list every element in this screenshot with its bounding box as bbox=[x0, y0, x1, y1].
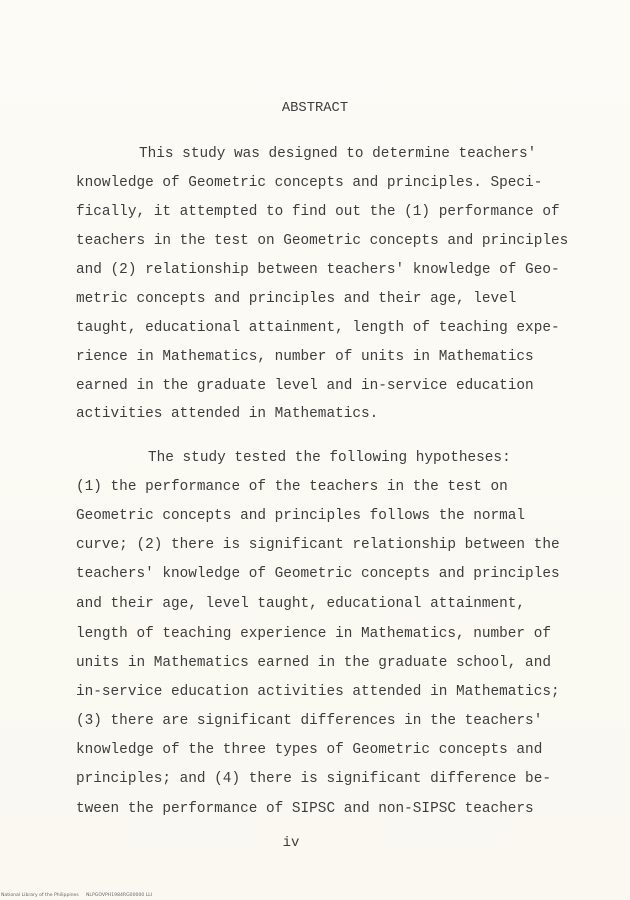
paragraph-1-line: teachers in the test on Geometric concepts and principles bbox=[76, 233, 569, 249]
footer-code: NLPGOVPH1984RG00000 LLI bbox=[86, 893, 153, 898]
paragraph-2-line: principles; and (4) there is significant difference be- bbox=[76, 771, 551, 787]
page-number: iv bbox=[282, 835, 300, 851]
paragraph-1-line: knowledge of Geometric concepts and principles. Speci- bbox=[76, 175, 543, 191]
paragraph-1-line: activities attended in Mathematics. bbox=[76, 406, 379, 422]
paragraph-2-line: The study tested the following hypotheses: bbox=[148, 450, 511, 466]
paragraph-2-line: teachers' knowledge of Geometric concepts and principles bbox=[76, 566, 560, 582]
paragraph-2-line: and their age, level taught, educational attainment, bbox=[76, 596, 526, 612]
paragraph-1-line: fically, it attempted to find out the (1) performance of bbox=[76, 204, 560, 220]
paragraph-2-line: tween the performance of SIPSC and non-SIPSC teachers bbox=[76, 801, 534, 817]
abstract-title: ABSTRACT bbox=[281, 101, 349, 116]
paragraph-1-line: metric concepts and principles and their age, level bbox=[76, 291, 517, 307]
paragraph-2-line: units in Mathematics earned in the graduate school, and bbox=[76, 655, 551, 671]
paragraph-1-line: taught, educational attainment, length of teaching expe- bbox=[76, 320, 560, 336]
paragraph-1-line: rience in Mathematics, number of units in Mathematics bbox=[76, 349, 534, 365]
paragraph-2-line: (3) there are significant differences in the teachers' bbox=[76, 713, 543, 729]
paragraph-2-line: in-service education activities attended in Mathematics; bbox=[76, 684, 560, 700]
paragraph-2-line: length of teaching experience in Mathematics, number of bbox=[76, 626, 551, 642]
paragraph-2-line: curve; (2) there is significant relationship between the bbox=[76, 537, 560, 553]
footer-institution: National Library of the Philippines bbox=[1, 893, 79, 898]
paragraph-2-line: Geometric concepts and principles follows the normal bbox=[76, 508, 526, 524]
paragraph-1-line: and (2) relationship between teachers' knowledge of Geo- bbox=[76, 262, 560, 278]
paragraph-2-line: knowledge of the three types of Geometric concepts and bbox=[76, 742, 543, 758]
paragraph-1-line: This study was designed to determine teachers' bbox=[139, 146, 537, 162]
paragraph-2-line: (1) the performance of the teachers in the test on bbox=[76, 479, 508, 495]
scan-footer bbox=[0, 892, 630, 900]
paragraph-1-line: earned in the graduate level and in-service education bbox=[76, 378, 534, 394]
